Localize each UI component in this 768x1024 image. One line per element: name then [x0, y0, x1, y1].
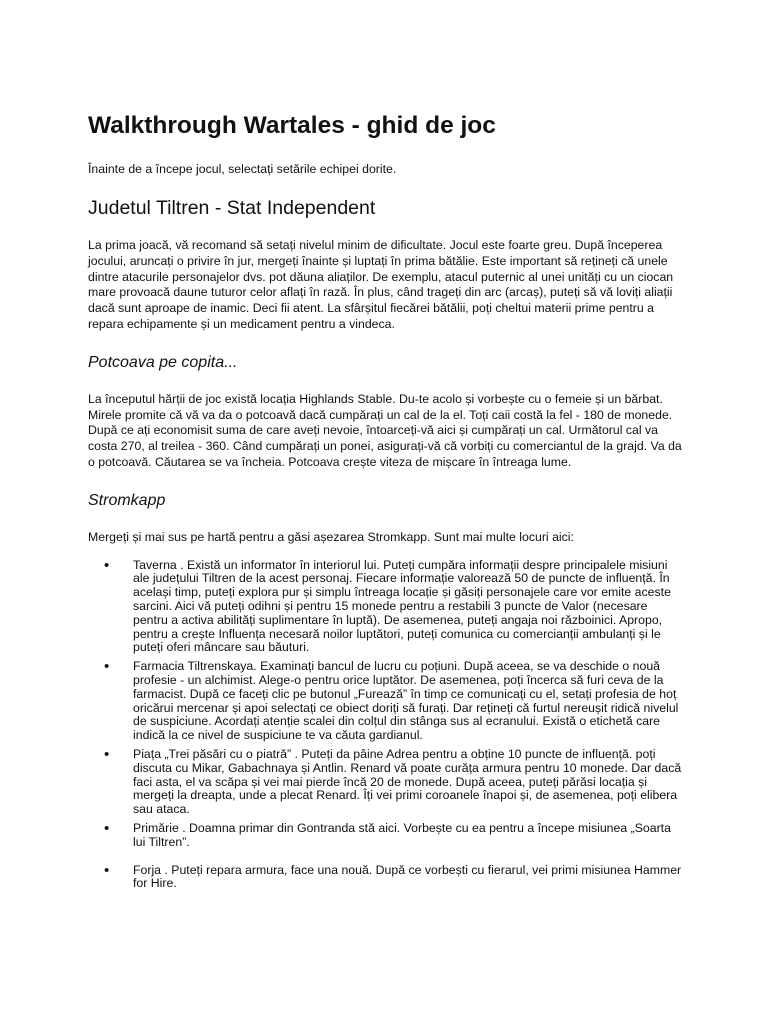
bullet-icon: • [104, 819, 110, 837]
subsection-paragraph-stromkapp: Mergeți și mai sus pe hartă pentru a găsi așezarea Stromkapp. Sunt mai multe locuri aici: [88, 529, 574, 544]
list-item [88, 861, 683, 892]
list-item-text: Taverna . Există un informator în interiorul lui. Puteți cumpăra informații despre principalele misiuni ale județului Tiltren de la acest personaj. Fiecare informație valorează 50 de puncte de influență. În același timp, puteți explora pur și simplu întreaga locație și găsiți personajele care vor emite aceste sarcini. Aici vă puteți odihni și pentru 15 monede pentru a restabili 3 puncte de Valor (necesare pentru a activa abilități suplimentare în luptă). De asemenea, puteți angaja noi războinici. Apropo, pentru a crește Influența necesară noilor luptători, puteți comunica cu comercianții ambulanți și le puteți oferi mâncare sau băuturi. [133, 557, 671, 655]
list-item-text: Farmacia Tiltrenskaya. Examinați bancul de lucru cu poțiuni. După aceea, se va deschide o nouă profesie - un alchimist. Alege-o pentru orice luptător. De asemenea, poți încerca să furi ceva de la farmacist. După ce faceți clic pe butonul „Furează” în timp ce comunicați cu el, setați profesia de hoț oricărui mercenar și apoi selectați ce obiect doriți să furați. Dar rețineți că furtul nereușit ridică nivelul de suspiciune. Acordați atenție scalei din colțul din stânga sus al ecranului. Există o etichetă care indică la ce nivel de suspiciune te va căuta gardianul. [133, 659, 679, 743]
subsection-heading-horseshoe: Potcoava pe copita... [88, 353, 238, 371]
bullet-icon: • [104, 556, 110, 574]
list-item [88, 819, 683, 850]
section-heading: Judetul Tiltren - Stat Independent [88, 197, 376, 219]
subsection-paragraph-horseshoe: La începutul hărții de joc există locația Highlands Stable. Du-te acolo și vorbește cu o femeie și un bărbat. Mirele promite că vă va da o potcoavă dacă cumpărați un cal de la el. Toți caii costă la fel - 180 de monede. După ce ați economisit suma de care aveți nevoie, întoarceți-vă aici și cumpărați un cal. Următorul cal va costa 270, al treilea - 360. Când cumpărați un ponei, asigurați-vă că vorbiți cu comerciantul de la grajd. Va da o potcoavă. Căutarea se va încheia. Potcoava crește viteza de mișcare în întreaga lume. [88, 391, 682, 469]
list-item-text: Piața „Trei păsări cu o piatră” . Puteți da pâine Adrea pentru a obține 10 puncte de influență. poți discuta cu Mikar, Gabachnaya și Antlin. Renard vă poate curăța armura pentru 10 monede. Dar dacă faci asta, el va scăpa și vei mai pierde încă 20 de monede. După aceea, puteți părăsi locația și mergeți la dreapta, unde a plecat Renard. Îți vei primi coroanele înapoi și, de asemenea, poți elibera sau ataca. [133, 746, 682, 817]
list-item-text: Forja . Puteți repara armura, face una nouă. După ce vorbești cu fierarul, vei primi misiunea Hammer for Hire. [133, 862, 682, 891]
bullet-icon: • [104, 861, 110, 879]
list-item [88, 556, 683, 656]
list-item [88, 745, 683, 817]
bullet-icon: • [104, 745, 110, 763]
document-title: Walkthrough Wartales - ghid de joc [88, 112, 496, 139]
list-item [88, 660, 683, 743]
section-paragraph: La prima joacă, vă recomand să setați nivelul minim de dificultate. Jocul este foarte greu. După începerea jocului, aruncați o privire în jur, mergeți înainte și luptați în prima bătălie. Este important să rețineți că unele dintre atacurile personajelor dvs. pot dăuna aliaților. De exemplu, atacul puternic al unei unități cu un ciocan mare provoacă daune tuturor celor aflați în rază. În plus, când trageți din arc (arcaș), puteți să vă loviți aliații dacă sunt aproape de inamic. Deci fii atent. La sfârșitul fiecărei bătălii, poți cheltui materii prime pentru a repara echipamente și un medicament pentru a vindeca. [88, 238, 674, 331]
location-list [88, 556, 683, 892]
document-page [88, 108, 683, 896]
intro-paragraph: Înainte de a începe jocul, selectați setările echipei dorite. [88, 162, 397, 176]
subsection-heading-stromkapp: Stromkapp [88, 491, 166, 509]
list-item-text: Primărie . Doamna primar din Gontranda stă aici. Vorbește cu ea pentru a începe misiunea „Soarta lui Tiltren”. [133, 820, 671, 849]
bullet-icon: • [104, 658, 110, 676]
